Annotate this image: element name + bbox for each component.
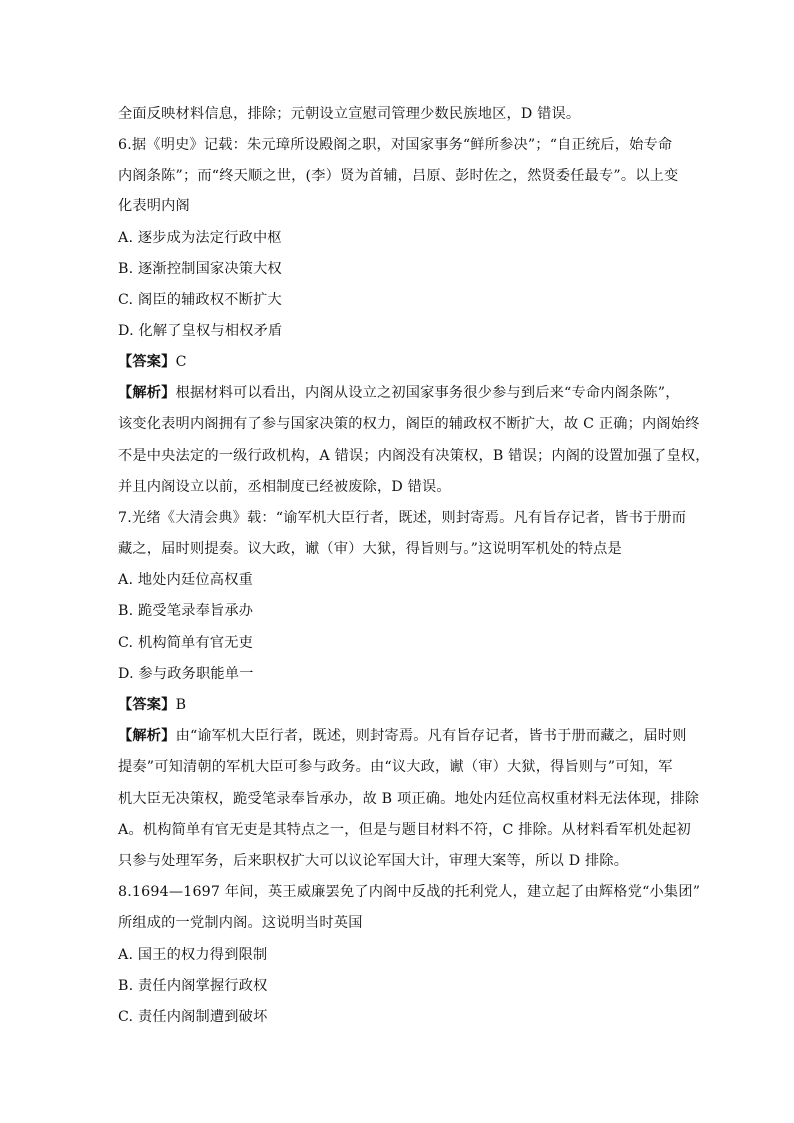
analysis-label: 【解析】 xyxy=(118,385,176,401)
question-8-option-a: A. 国王的权力得到限制 xyxy=(118,947,268,963)
question-7-answer xyxy=(118,695,678,715)
question-8-stem-line-2: 所组成的一党制内阁。这说明当时英国 xyxy=(118,915,363,931)
continuation-text: 全面反映材料信息，排除；元朝设立宣慰司管理少数民族地区，D 错误。 xyxy=(118,106,581,122)
question-6-stem-line-3: 化表明内阁 xyxy=(118,198,190,214)
question-6-stem-line-1: 6.据《明史》记载：朱元璋所设殿阁之职，对国家事务“鲜所参决”；“自正统后，始专命 xyxy=(118,137,673,153)
question-8-stem-line-1: 8.1694—1697 年间，英王威廉罢免了内阁中反战的托利党人，建立起了由辉格党“小集团” xyxy=(118,884,701,900)
question-6-analysis-line-3: 不是中央法定的一级行政机构，A 错误；内阁没有决策权，B 错误；内阁的设置加强了皇权， xyxy=(118,448,710,464)
question-7-option-b: B. 跪受笔录奉旨承办 xyxy=(118,603,254,619)
question-7-analysis-line-4: A。机构简单有官无吏是其特点之一，但是与题目材料不符，C 排除。从材料看军机处起初 xyxy=(118,822,691,838)
question-8-option-c: C. 责任内阁制遭到破坏 xyxy=(118,1009,268,1025)
question-6-option-a: A. 逐步成为法定行政中枢 xyxy=(118,230,282,246)
question-7-option-c: C. 机构简单有官无吏 xyxy=(118,635,254,651)
question-7-analysis-line-5: 只参与处理军务，后来职权扩大可以议论军国大计，审理大案等，所以 D 排除。 xyxy=(118,853,629,869)
question-8-option-b: B. 责任内阁掌握行政权 xyxy=(118,978,268,994)
question-6-analysis-line-1 xyxy=(118,383,678,403)
question-7-option-a: A. 地处内廷位高权重 xyxy=(118,572,253,588)
answer-value: C xyxy=(175,354,187,370)
question-6-option-d: D. 化解了皇权与相权矛盾 xyxy=(118,323,283,339)
question-6-answer xyxy=(118,352,678,372)
question-6-option-c: C. 阁臣的辅政权不断扩大 xyxy=(118,292,282,308)
analysis-label: 【解析】 xyxy=(118,728,176,744)
answer-label: 【答案】 xyxy=(118,697,176,713)
analysis-text: 根据材料可以看出，内阁从设立之初国家事务很少参与到后来“专命内阁条陈”， xyxy=(175,385,680,401)
question-7-analysis-line-2: 提奏”可知清朝的军机大臣可参与政务。由“议大政，谳（审）大狱，得旨则与”可知，军 xyxy=(118,759,673,775)
question-6-analysis-line-4: 并且内阁设立以前，丞相制度已经被废除，D 错误。 xyxy=(118,479,451,495)
question-6-analysis-line-2: 该变化表明内阁拥有了参与国家决策的权力，阁臣的辅政权不断扩大，故 C 正确；内阁始终 xyxy=(118,416,700,432)
question-6-stem-line-2: 内阁条陈”；而“终天顺之世，(李）贤为首辅，吕原、彭时佐之，然贤委任最专”。以上变 xyxy=(118,168,679,184)
question-7-stem-line-2: 藏之，届时则提奏。议大政，谳（审）大狱，得旨则与。”这说明军机处的特点是 xyxy=(118,541,622,557)
analysis-text: 由“谕军机大臣行者，既述，则封寄焉。凡有旨存记者，皆书于册而藏之，届时则 xyxy=(175,728,687,744)
question-7-stem-line-1: 7.光绪《大清会典》载：“谕军机大臣行者，既述，则封寄焉。凡有旨存记者，皆书于册而 xyxy=(118,510,687,526)
question-7-analysis-line-3: 机大臣无决策权，跪受笔录奉旨承办，故 B 项正确。地处内廷位高权重材料无法体现，排除 xyxy=(118,791,700,807)
question-7-option-d: D. 参与政务职能单一 xyxy=(118,666,254,682)
answer-label: 【答案】 xyxy=(118,354,176,370)
answer-value: B xyxy=(175,697,187,713)
question-7-analysis-line-1 xyxy=(118,726,687,746)
question-6-option-b: B. 逐渐控制国家决策大权 xyxy=(118,261,282,277)
